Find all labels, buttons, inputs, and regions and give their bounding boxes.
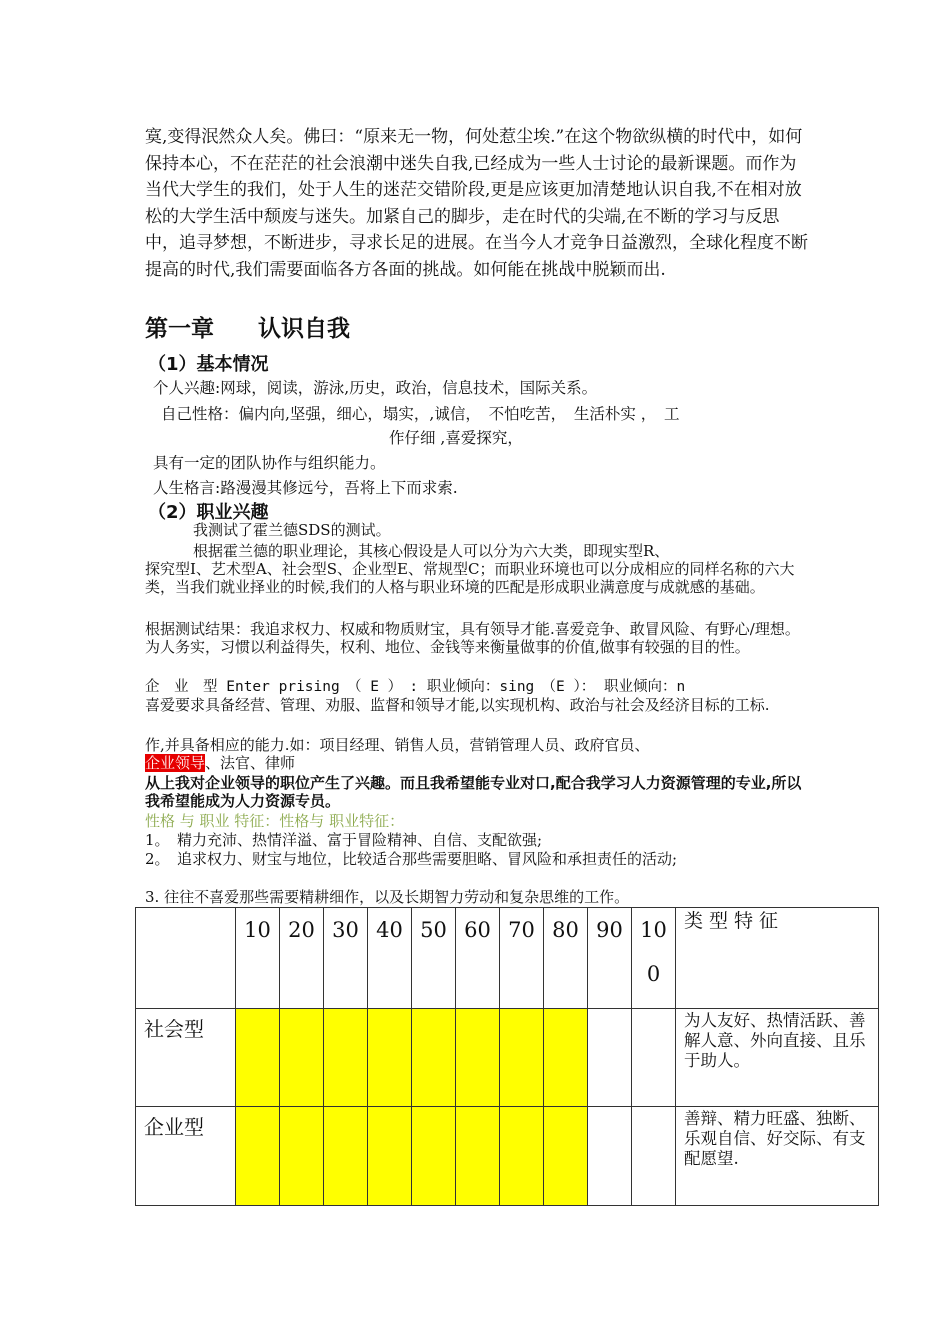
enterprising-type-line: 企 业 型 Enter prising （ E ） : 职业倾向：sing （E ）： 职业倾向：n bbox=[145, 679, 686, 695]
holland-theory-paragraph: 探究型I、艺术型A、社会型S、企业型E、常规型C；而职业环境也可以分成相应的同样名称的六大类，当我们就业择业的时候,我们的人格与职业环境的匹配是形成职业满意度与成就感的基础。 bbox=[145, 560, 795, 596]
score-empty bbox=[588, 1009, 632, 1107]
career-examples-paragraph bbox=[145, 736, 807, 772]
scale-cell: 30 bbox=[324, 908, 368, 1009]
score-fill bbox=[368, 1009, 412, 1107]
career-examples-text: 作,并具备相应的能力.如：项目经理、销售人员，营销管理人员、政府官员、 bbox=[145, 736, 650, 754]
scale-cell-100 bbox=[632, 908, 676, 1009]
score-fill bbox=[500, 1009, 544, 1107]
score-fill bbox=[280, 1009, 324, 1107]
table-row bbox=[136, 1107, 879, 1206]
scale-cell: 10 bbox=[236, 908, 280, 1009]
character-line-cont: 作仔细 ,喜爱探究， bbox=[389, 429, 523, 447]
chapter-heading bbox=[145, 310, 350, 343]
score-empty bbox=[632, 1009, 676, 1107]
table-row bbox=[136, 1009, 879, 1107]
trait-item: 1。 精力充沛、热情洋溢、富于冒险精神、自信、支配欲强; bbox=[145, 831, 543, 849]
score-fill bbox=[544, 1107, 588, 1206]
interest-score-table bbox=[135, 907, 879, 1206]
intro-paragraph: 寞,变得泯然众人矣。佛曰：“原来无一物，何处惹尘埃.”在这个物欲纵横的时代中，如何保持本心，不在茫茫的社会浪潮中迷失自我,已经成为一些人士讨论的最新课题。而作为当代大学生的我们，处于人生的迷茫交错阶段,更是应该更加清楚地认识自我,不在相对放松的大学生活中颓废与迷失。加紧自己的脚步，走在时代的尖端,在不断的学习与反思中，追寻梦想，不断进步，寻求长足的进展。在当今人才竞争日益激烈，全球化程度不断提高的时代,我们需要面临各方各面的挑战。如何能在挑战中脱颖而出. bbox=[145, 127, 808, 280]
score-fill bbox=[412, 1009, 456, 1107]
scale-header-row bbox=[136, 908, 879, 1009]
sds-test-line: 我测试了霍兰德SDS的测试。 bbox=[193, 521, 391, 539]
score-fill bbox=[456, 1009, 500, 1107]
row-label: 社会型 bbox=[136, 1009, 236, 1107]
career-examples-tail: 、法官、律师 bbox=[205, 754, 296, 772]
score-fill bbox=[456, 1107, 500, 1206]
career-goal-paragraph: 从上我对企业领导的职位产生了兴趣。而且我希望能专业对口,配合我学习人力资源管理的专业,所以我希望能成为人力资源专员。 bbox=[145, 774, 802, 810]
teamwork-line: 具有一定的团队协作与组织能力。 bbox=[153, 454, 386, 472]
score-empty bbox=[588, 1107, 632, 1206]
traits-heading: 性格 与 职业 特征：性格与 职业特征： bbox=[145, 812, 405, 830]
section-heading-basic: （1）基本情况 bbox=[148, 354, 269, 375]
chapter-number: 第一章 bbox=[145, 316, 214, 342]
row-feature: 为人友好、热情活跃、善解人意、外向直接、且乐于助人。 bbox=[676, 1009, 879, 1107]
score-fill bbox=[368, 1107, 412, 1206]
header-empty-cell bbox=[136, 908, 236, 1009]
scale-cell: 60 bbox=[456, 908, 500, 1009]
scale-cell: 40 bbox=[368, 908, 412, 1009]
scale-cell: 80 bbox=[544, 908, 588, 1009]
row-feature: 善辩、精力旺盛、独断、乐观自信、好交际、有支配愿望. bbox=[676, 1107, 879, 1206]
score-fill bbox=[500, 1107, 544, 1206]
enterprising-type-paragraph: 喜爱要求具备经营、管理、劝服、监督和领导才能,以实现机构、政治与社会及经济目标的工标. bbox=[145, 696, 770, 714]
scale-100-part2: 0 bbox=[646, 962, 661, 986]
scale-cell: 90 bbox=[588, 908, 632, 1009]
score-fill bbox=[412, 1107, 456, 1206]
scale-cell: 50 bbox=[412, 908, 456, 1009]
score-fill bbox=[324, 1107, 368, 1206]
scale-cell: 70 bbox=[500, 908, 544, 1009]
highlighted-career: 企业领导 bbox=[145, 754, 206, 772]
score-fill bbox=[236, 1009, 280, 1107]
score-empty bbox=[632, 1107, 676, 1206]
scale-cell: 20 bbox=[280, 908, 324, 1009]
test-result-paragraph: 根据测试结果：我追求权力、权威和物质财宝，具有领导才能.喜爱竞争、敢冒风险、有野心/理想。为人务实，习惯以利益得失，权利、地位、金钱等来衡量做事的价值,做事有较强的目的性。 bbox=[145, 620, 800, 656]
section-heading-interest: （2）职业兴趣 bbox=[148, 502, 269, 523]
score-fill bbox=[544, 1009, 588, 1107]
motto-line: 人生格言:路漫漫其修远兮，吾将上下而求索. bbox=[153, 479, 458, 497]
chapter-title: 认识自我 bbox=[258, 316, 350, 342]
row-label: 企业型 bbox=[136, 1107, 236, 1206]
character-line: 自己性格：偏内向,坚强，细心，塌实，,诚信， 不怕吃苦， 生活朴实 ， 工 bbox=[161, 405, 680, 423]
trait-item: 3. 往往不喜爱那些需要精耕细作，以及长期智力劳动和复杂思维的工作。 bbox=[145, 888, 630, 906]
scale-100-part1: 10 bbox=[640, 918, 667, 942]
holland-theory-line: 根据霍兰德的职业理论，其核心假设是人可以分为六大类，即现实型R、 bbox=[193, 542, 670, 560]
feature-header: 类型特征 bbox=[676, 908, 879, 1009]
trait-item: 2。 追求权力、财宝与地位，比较适合那些需要胆略、冒风险和承担责任的活动; bbox=[145, 850, 678, 868]
score-fill bbox=[324, 1009, 368, 1107]
interests-line: 个人兴趣:网球，阅读，游泳,历史，政治，信息技术，国际关系。 bbox=[153, 379, 598, 397]
score-fill bbox=[280, 1107, 324, 1206]
score-fill bbox=[236, 1107, 280, 1206]
